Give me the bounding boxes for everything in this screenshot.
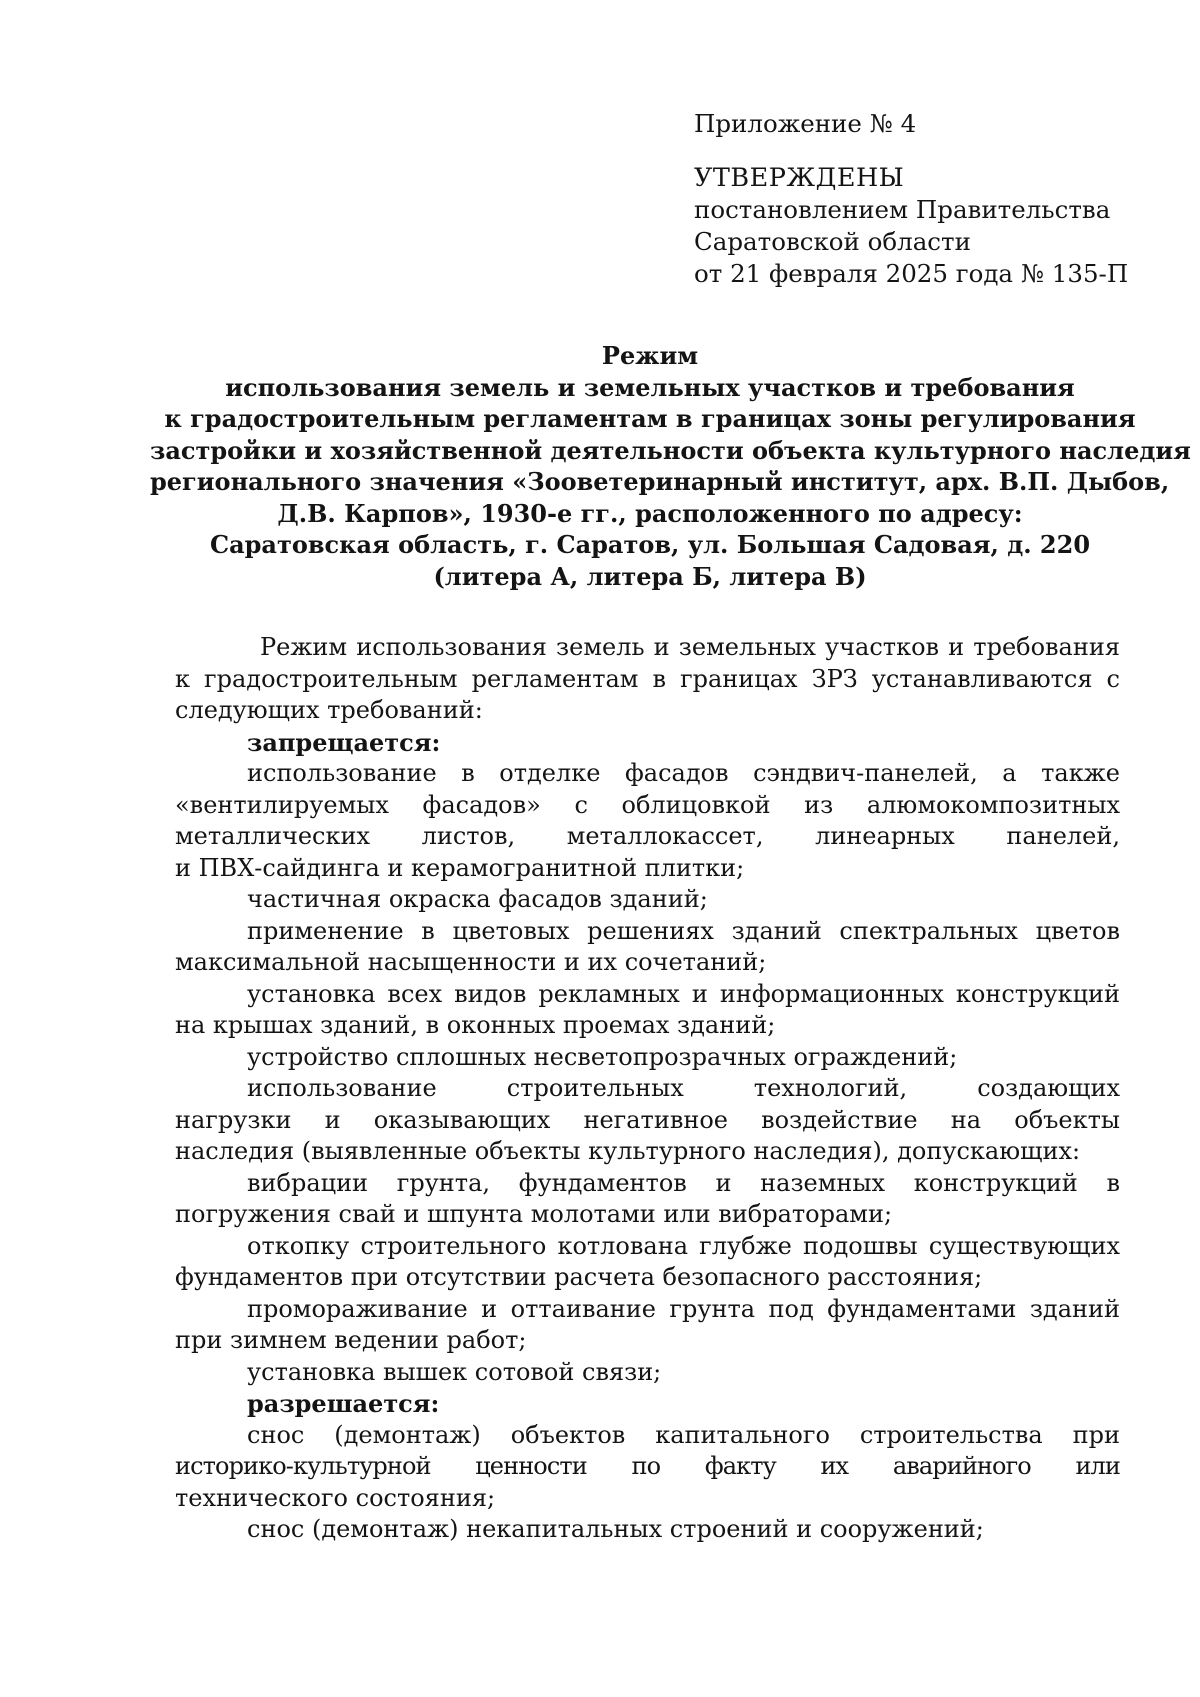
prohibited-item-line: нагрузки и оказывающих негативное воздействие на объекты <box>175 1105 1120 1134</box>
title-line: застройки и хозяйственной деятельности объекта культурного наследия <box>150 435 1191 465</box>
document-title <box>150 340 1191 592</box>
approval-block <box>694 108 1174 290</box>
prohibited-item-line: применение в цветовых решениях зданий спектральных цветов <box>247 916 1120 945</box>
title-line: регионального значения «Зооветеринарный институт, арх. В.П. Дыбов, <box>150 467 1170 496</box>
prohibited-item-line: при зимнем ведении работ; <box>175 1326 527 1354</box>
title-line: Режим <box>601 341 699 370</box>
prohibited-item-line: частичная окраска фасадов зданий; <box>247 885 708 913</box>
prohibited-item-line: фундаментов при отсутствии расчета безопасного расстояния; <box>175 1263 983 1291</box>
intro-line: следующих требований: <box>175 696 483 724</box>
approval-line: Саратовской области <box>694 227 971 256</box>
allowed-heading: разрешается: <box>247 1389 440 1418</box>
prohibited-item-line: промораживание и оттаивание грунта под фундаментами зданий <box>247 1294 1120 1323</box>
title-line: к градостроительным регламентам в границах зоны регулирования <box>164 404 1136 433</box>
allowed-item-line: технического состояния; <box>175 1483 496 1512</box>
prohibited-item-line: использование строительных технологий, создающих <box>247 1074 1120 1102</box>
prohibited-item-line: установка вышек сотовой связи; <box>247 1357 662 1386</box>
prohibited-item-line: устройство сплошных несветопрозрачных ограждений; <box>247 1042 958 1071</box>
prohibited-item-line: наследия (выявленные объекты культурного наследия), допускающих: <box>175 1137 1081 1165</box>
approval-date: от 21 февраля 2025 года № 135-П <box>694 259 1129 288</box>
prohibited-item-line: максимальной насыщенности и их сочетаний; <box>175 948 767 976</box>
prohibited-heading: запрещается: <box>247 727 441 757</box>
allowed-item-line: снос (демонтаж) объектов капитального строительства при <box>247 1420 1120 1449</box>
prohibited-item-line: погружения свай и шпунта молотами или вибраторами; <box>175 1200 893 1228</box>
prohibited-item-line: вибрации грунта, фундаментов и наземных конструкций в <box>247 1168 1120 1197</box>
intro-line: к градостроительным регламентам в границах ЗРЗ устанавливаются с <box>175 664 1120 693</box>
prohibited-item-line: использование в отделке фасадов сэндвич-панелей, а также <box>247 759 1120 787</box>
prohibited-item-line: «вентилируемых фасадов» с облицовкой из алюмокомпозитных <box>175 790 1120 819</box>
title-line: Д.В. Карпов», 1930-е гг., расположенного по адресу: <box>277 498 1023 528</box>
document-body <box>175 632 1120 1546</box>
intro-line: Режим использования земель и земельных участков и требования <box>260 633 1120 661</box>
title-line: Саратовская область, г. Саратов, ул. Большая Садовая, д. 220 <box>209 530 1091 559</box>
prohibited-item-line: металлических листов, металлокассет, линеарных панелей, <box>175 822 1120 850</box>
appendix-number: Приложение № 4 <box>694 109 917 138</box>
prohibited-item-line: на крышах зданий, в оконных проемах зданий; <box>175 1011 776 1039</box>
allowed-item-line: историко-культурной ценности по факту их аварийного или <box>175 1452 1120 1480</box>
prohibited-item-line: откопку строительного котлована глубже подошвы существующих <box>247 1231 1120 1260</box>
prohibited-item-line: установка всех видов рекламных и информационных конструкций <box>247 979 1120 1008</box>
title-line: использования земель и земельных участков и требования <box>225 372 1075 402</box>
approval-stamp: УТВЕРЖДЕНЫ <box>694 163 905 193</box>
title-line: (литера А, литера Б, литера В) <box>433 561 867 591</box>
approval-line: постановлением Правительства <box>694 195 1111 224</box>
allowed-item-line: снос (демонтаж) некапитальных строений и сооружений; <box>247 1515 984 1543</box>
prohibited-item-line: и ПВХ-сайдинга и керамогранитной плитки; <box>175 853 745 882</box>
